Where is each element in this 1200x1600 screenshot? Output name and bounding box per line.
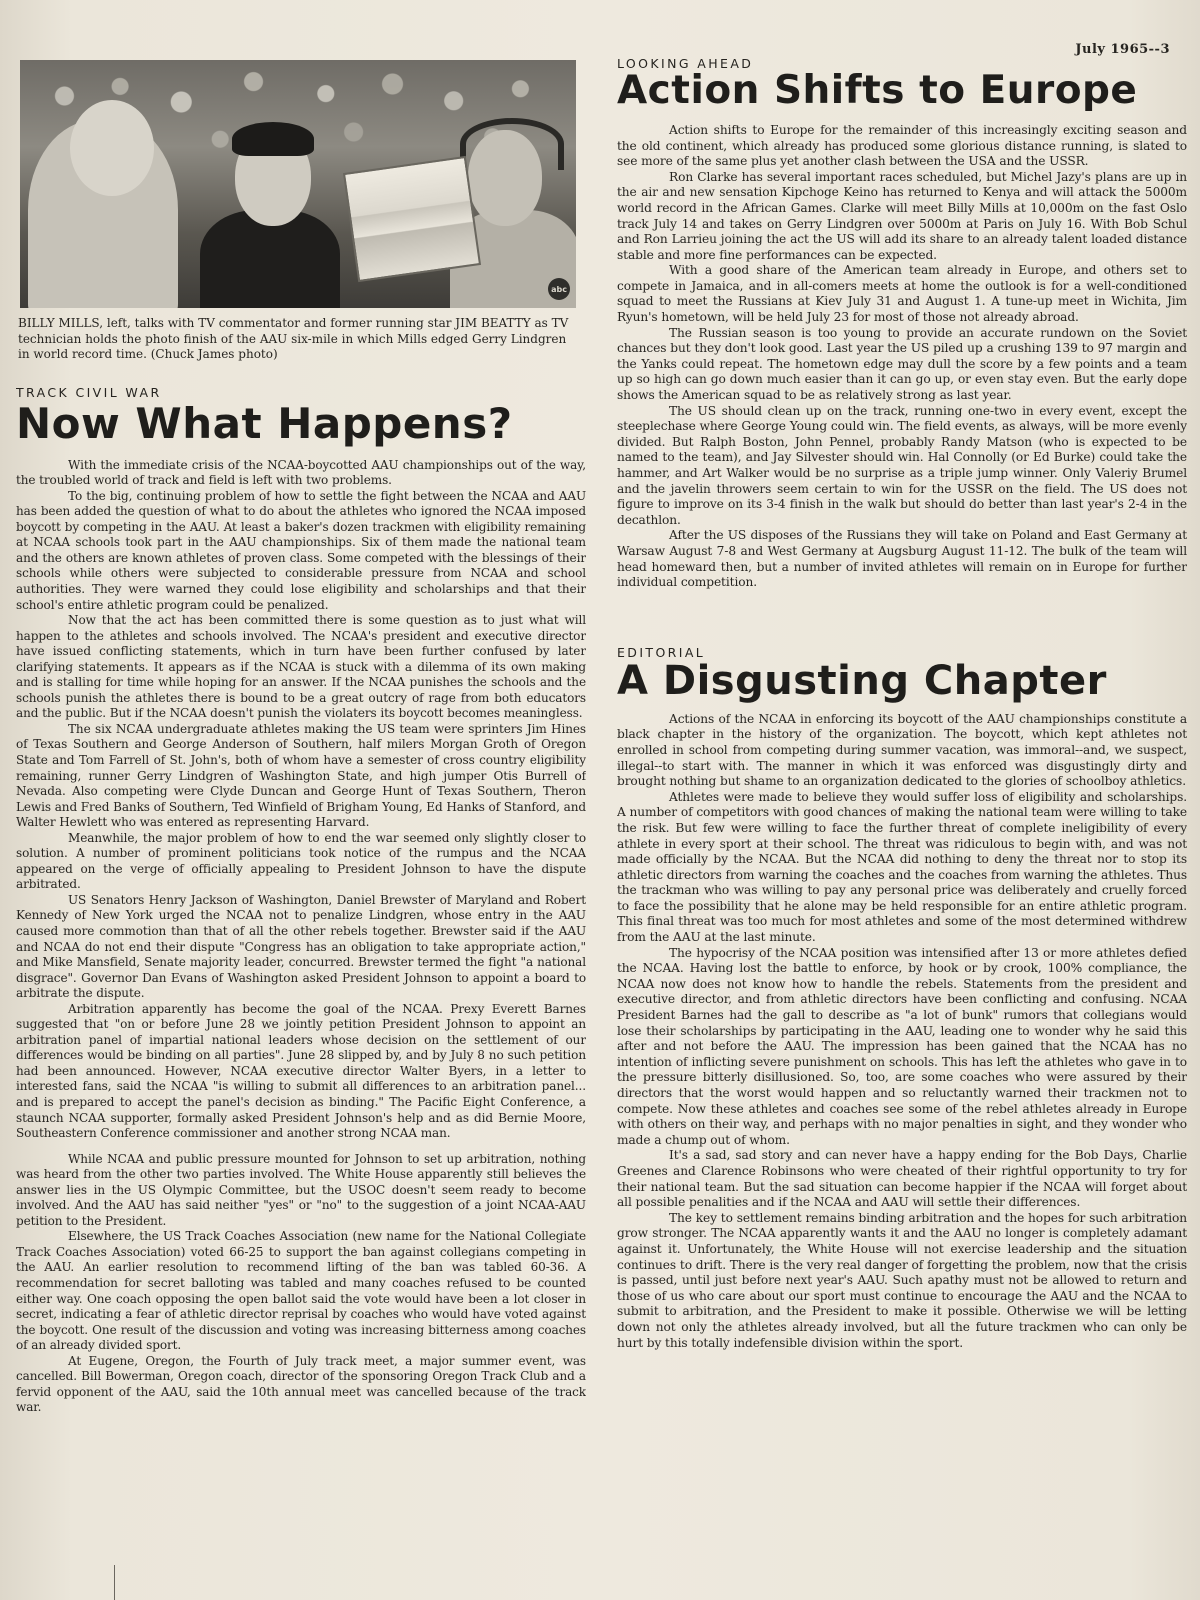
left-paragraph: Meanwhile, the major problem of how to end the war seemed only slightly closer to solution. A number of prominent politicians took notice of the rumpus and the NCAA appeared on the verge of officially appealing to President Johnson to have the dispute arbitrated. bbox=[16, 830, 586, 892]
right-paragraph: Ron Clarke has several important races scheduled, but Michel Jazy's plans are up in the air and new sensation Kipchoge Keino has returned to Kenya and will attack the 5000m world record in the African Games. Clarke will meet Billy Mills at 10,000m on the fast Oslo track July 14 and takes on Gerry Lindgren over 5000m at Paris on July 16. With Bob Schul and Ron Larrieu joining the act the US will add its share to an already talent loaded distance stable and more fine performances can be expected. bbox=[617, 169, 1187, 262]
right-article-body bbox=[617, 123, 1187, 591]
editorial-paragraph: It's a sad, sad story and can never have a happy ending for the Bob Days, Charlie Greenes and Clarence Robinsons who were cheated of their rightful opportunity to try for their national team. But the sad situation can become happier if the NCAA will forget about all possible penalities and if the NCAA and AAU will settle their differences. bbox=[617, 1148, 1187, 1210]
editorial-kicker: EDITORIAL bbox=[617, 644, 706, 660]
page-number: July 1965--3 bbox=[1075, 42, 1170, 57]
left-kicker: TRACK CIVIL WAR bbox=[16, 384, 162, 400]
left-paragraph: With the immediate crisis of the NCAA-boycotted AAU championships out of the way, the troubled world of track and field is left with two problems. bbox=[16, 457, 586, 488]
left-headline: Now What Happens? bbox=[16, 398, 513, 448]
left-paragraph: Elsewhere, the US Track Coaches Association (new name for the National Collegiate Track Coaches Association) voted 66-25 to support the ban against collegians competing in the AAU. An earlier resolution to recommend lifting of the ban was tabled 60-36. A recommendation for secret balloting was tabled and many coaches refused to be counted either way. One coach opposing the open ballot said the vote would have been a lot closer in secret, indicating a fear of athletic director reprisal by coaches who would have voted against the boycott. One result of the discussion and voting was increasing bitterness among coaches of an already divided sport. bbox=[16, 1229, 586, 1353]
jim-beatty-hair bbox=[232, 122, 314, 156]
headset-icon bbox=[460, 118, 564, 170]
editorial-paragraph: The hypocrisy of the NCAA position was intensified after 13 or more athletes defied the NCAA. Having lost the battle to enforce, by hook or by crook, 100% compliance, the NCAA now does not know how to handle the rebels. Statements from the president and executive director, and from athletic directors have been conflicting and confusing. NCAA President Barnes had the gall to describe as "a lot of bunk" rumors that collegians would lose their scholarships by participating in the AAU, leading one to wonder why he said this after and not before the AAU. The impression has been gained that the NCAA has no intention of inflicting severe punishment on schools. This has left the athletes who gave in to the pressure bitterly disillusioned. So, too, are some coaches who were assured by their directors that the worst would happen and so reluctantly warned their trackmen not to compete. Now these athletes and coaches see some of the rebel athletes already in Europe with others on their way, and perhaps with no major penalties in sight, and they wonder who made a chump out of whom. bbox=[617, 945, 1187, 1147]
left-paragraph: Now that the act has been committed there is some question as to just what will happen to the athletes and schools involved. The NCAA's president and executive director have issued conflicting statements, which in turn have been further confused by later clarifying statements. It appears as if the NCAA is stuck with a dilemma of its own making and is stalling for time while hoping for an answer. If the NCAA punishes the schools and the schools punish the athletes there is bound to be a great outcry of rage from both educators and the public. But if the NCAA doesn't punish the violaters its boycott becomes meaningless. bbox=[16, 613, 586, 721]
right-paragraph: The US should clean up on the track, running one-two in every event, except the steeplechase where George Young could win. The field events, as always, will be more evenly divided. But Ralph Boston, John Pennel, probably Randy Matson (who is expected to be named to the team), and Jay Silvester should win. Hal Connolly (or Ed Burke) could take the hammer, and Art Walker would be no surprise as a triple jump winner. Only Valeriy Brumel and the javelin throwers seem certain to win for the USSR on the field. The US does not figure to improve on its 3-4 finish in the walk but should do better than last year's 2-4 in the decathlon. bbox=[617, 403, 1187, 527]
left-paragraph: US Senators Henry Jackson of Washington, Daniel Brewster of Maryland and Robert Kennedy of New York urged the NCAA not to penalize Lindgren, whose entry in the AAU caused more commotion than that of all the other rebels together. Brewster said if the AAU and NCAA do not end their dispute "Congress has an obligation to take appropriate action," and Mike Mansfield, Senate majority leader, concurred. Brewster termed the fight "a national disgrace". Governor Dan Evans of Washington asked President Johnson to appoint a board to arbitrate the dispute. bbox=[16, 892, 586, 1001]
photo-caption: BILLY MILLS, left, talks with TV commentator and former running star JIM BEATTY as TV technician holds the photo finish of the AAU six-mile in which Mills edged Gerry Lindgren in world record time. (Chuck James photo) bbox=[18, 316, 569, 361]
left-paragraph: To the big, continuing problem of how to settle the fight between the NCAA and AAU has been added the question of what to do about the athletes who ignored the NCAA imposed boycott by competing in the AAU. At least a baker's dozen trackmen with eligibility remaining at NCAA schools took part in the AAU championships. Six of them made the national team and the others are known athletes of proven class. Some competed with the blessings of their schools while others were subjected to considerable pressure from NCAA and school authorities. They were warned they could lose eligibility and scholarships and that their school's entire athletic program could be penalized. bbox=[16, 488, 586, 612]
billy-mills-head bbox=[70, 100, 154, 196]
right-kicker: LOOKING AHEAD bbox=[617, 56, 754, 71]
editorial-paragraph: The key to settlement remains binding arbitration and the hopes for such arbitration grow stronger. The NCAA apparently wants it and the AAU no longer is completely adamant against it. Unfortunately, the White House will not exercise leadership and the situation continues to drift. There is the very real danger of forgetting the problem, now that the crisis is passed, until just before next year's AAU. Such apathy must not be allowed to return and those of us who care about our sport must continue to encourage the AAU and the NCAA to submit to arbitration, and the President to make it possible. Otherwise we will be letting down not only the athletes already involved, but all the future trackmen who can only be hurt by this totally indefensible division within the sport. bbox=[617, 1210, 1187, 1350]
margin-rule bbox=[114, 1565, 115, 1600]
right-paragraph: The Russian season is too young to provide an accurate rundown on the Soviet chances but they don't look good. Last year the US piled up a crushing 139 to 97 margin and the Yanks could repeat. The hometown edge may dull the score by a few points and a team up so high can go down much easier than it can go up, or even stay even. But the early dope shows the American squad to be as relatively strong as last year. bbox=[617, 325, 1187, 403]
left-column bbox=[16, 60, 586, 1590]
photo-finish-print bbox=[343, 156, 481, 282]
editorial-headline: A Disgusting Chapter bbox=[617, 657, 1107, 704]
left-paragraph: The six NCAA undergraduate athletes making the US team were sprinters Jim Hines of Texas Southern and George Anderson of Southern, half milers Morgan Groth of Oregon State and Tom Farrell of St. John's, both of whom have a semester of cross country eligibility remaining, runner Gerry Lindgren of Washington State, and high jumper Otis Burrell of Nevada. Also competing were Clyde Duncan and George Hunt of Texas Southern, Theron Lewis and Fred Banks of Southern, Ted Winfield of Brigham Young, Ed Hanks of Stanford, and Walter Hewlett who was entered as representing Harvard. bbox=[16, 721, 586, 830]
editorial-body bbox=[617, 712, 1187, 1351]
left-paragraph: Arbitration apparently has become the goal of the NCAA. Prexy Everett Barnes suggested that "on or before June 28 we jointly petition President Johnson to appoint an arbitration panel of impartial national leaders whose decision on the settlement of our differences would be binding on all parties". June 28 slipped by, and by July 8 no such petition had been announced. However, NCAA executive director Walter Byers, in a letter to interested fans, said the NCAA "is willing to submit all differences to an arbitration panel... and is prepared to accept the panel's decision as binding." The Pacific Eight Conference, a staunch NCAA supporter, formally asked President Johnson's help and as did Bernie Moore, Southeastern Conference commissioner and another strong NCAA man. bbox=[16, 1001, 586, 1141]
news-photo bbox=[20, 60, 576, 308]
editorial-paragraph: Athletes were made to believe they would suffer loss of eligibility and scholarships. A number of competitors with good chances of making the national team were willing to take the risk. But few were willing to face the further threat of complete ineligibility of every athlete in every sport at their school. The threat was ridiculous to begin with, and was not made officially by the NCAA. But the NCAA did nothing to deny the threat nor to stop its athletic directors from warning the coaches and the coaches from warning the athletes. Thus the trackman who was willing to pay any personal price was deliberately and cruelly forced to face the possibility that he alone may be held responsible for an entire athletic program. This final threat was too much for most athletes and some of the most determined withdrew from the AAU at the last minute. bbox=[617, 789, 1187, 945]
abc-logo: abc bbox=[548, 278, 570, 300]
right-paragraph: Action shifts to Europe for the remainder of this increasingly exciting season and the old continent, which already has produced some glorious distance running, is slated to see more of the same plus yet another clash between the USA and the USSR. bbox=[617, 122, 1187, 169]
left-paragraph: While NCAA and public pressure mounted for Johnson to set up arbitration, nothing was heard from the other two parties involved. The White House apparently still believes the answer lies in the US Olympic Committee, but the USOC doesn't seem ready to become involved. And the AAU has said neither "yes" or "no" to the suggestion of a joint NCAA-AAU petition to the President. bbox=[16, 1151, 586, 1228]
left-article-body bbox=[16, 458, 586, 1416]
right-column bbox=[617, 56, 1187, 1590]
left-paragraph: At Eugene, Oregon, the Fourth of July track meet, a major summer event, was cancelled. Bill Bowerman, Oregon coach, director of the sponsoring Oregon Track Club and a fervid opponent of the AAU, said the 10th annual meet was cancelled because of the track war. bbox=[16, 1353, 586, 1415]
right-paragraph: After the US disposes of the Russians they will take on Poland and East Germany at Warsaw August 7-8 and West Germany at Augsburg August 11-12. The bulk of the team will head homeward then, but a number of invited athletes will remain on in Europe for further individual competition. bbox=[617, 528, 1187, 590]
editorial-paragraph: Actions of the NCAA in enforcing its boycott of the AAU championships constitute a black chapter in the history of the organization. The boycott, which kept athletes not enrolled in school from competing during summer vacation, was immoral--and, we suspect, illegal--to start with. The manner in which it was enforced was disgustingly dirty and brought nothing but shame to an organization dedicated to the glories of schoolboy athletics. bbox=[617, 711, 1187, 789]
right-headline: Action Shifts to Europe bbox=[617, 68, 1138, 113]
right-paragraph: With a good share of the American team already in Europe, and others set to compete in Jamaica, and in all-comers meets at home the outlook is for a well-conditioned squad to meet the Russians at Kiev July 31 and August 1. A tune-up meet in Wichita, Jim Ryun's hometown, will be held July 23 for most of those not already abroad. bbox=[617, 263, 1187, 325]
